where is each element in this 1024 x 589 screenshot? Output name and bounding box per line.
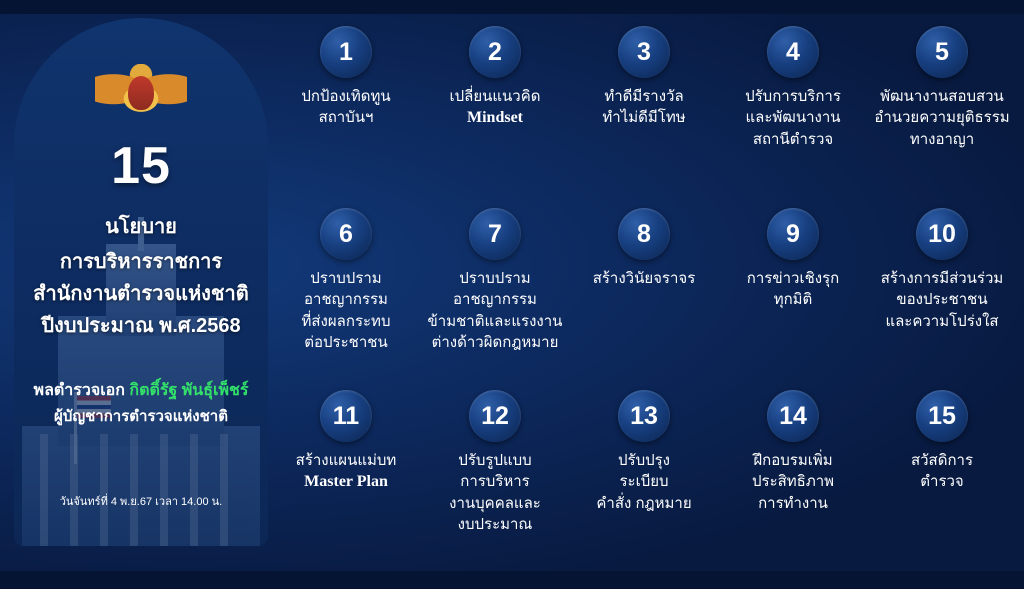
policy-label-line: ที่ส่งผลกระทบ bbox=[301, 312, 391, 330]
policy-label-line: การบริหาร bbox=[460, 473, 530, 491]
policy-label-line: ฝึกอบรมเพิ่ม bbox=[753, 452, 833, 469]
policy-number-badge: 15 bbox=[916, 390, 968, 442]
policy-number-badge: 12 bbox=[469, 390, 521, 442]
policy-label bbox=[868, 86, 1016, 150]
policy-label bbox=[868, 450, 1016, 493]
policy-label-line: ต่อประชาชน bbox=[304, 333, 388, 351]
policy-label-line: เปลี่ยนแนวคิด bbox=[449, 88, 541, 105]
policy-number-badge: 11 bbox=[320, 390, 372, 442]
policy-label-line: สถานีตำรวจ bbox=[752, 130, 834, 148]
title-panel bbox=[14, 18, 268, 546]
policy-label-line: การข่าวเชิงรุก bbox=[746, 270, 840, 287]
policy-item-14 bbox=[719, 390, 867, 514]
commissioner-person: กิตติ์รัฐ พันธุ์เพ็ชร์ bbox=[129, 382, 249, 399]
policy-item-1 bbox=[272, 26, 420, 129]
policy-label-line: พัฒนางานสอบสวน bbox=[880, 88, 1004, 105]
policy-number-badge: 9 bbox=[767, 208, 819, 260]
policy-label bbox=[868, 268, 1016, 332]
policy-number-badge: 10 bbox=[916, 208, 968, 260]
panel-line-1: นโยบาย bbox=[105, 216, 177, 238]
policy-label-line: ปรับการบริการ bbox=[745, 88, 841, 105]
policy-number-badge: 13 bbox=[618, 390, 670, 442]
panel-line-3: สำนักงานตำรวจแห่งชาติ bbox=[33, 283, 249, 305]
policy-label-line: งานบุคคลและ bbox=[449, 494, 541, 512]
policy-label-line: สร้างการมีส่วนร่วม bbox=[880, 270, 1004, 287]
policy-label-line: ปรับรูปแบบ bbox=[458, 452, 532, 469]
policy-item-9 bbox=[719, 208, 867, 311]
policy-label-line: คำสั่ง กฎหมาย bbox=[596, 494, 692, 512]
policy-label-line: และพัฒนางาน bbox=[745, 109, 841, 127]
policy-label-line: ระเบียบ bbox=[619, 473, 669, 491]
policy-label-line: อาชญากรรม bbox=[304, 291, 388, 309]
policy-label-line: ปกป้องเทิดทูน bbox=[301, 88, 391, 105]
policy-label-line: สวัสดิการ bbox=[910, 452, 974, 469]
commissioner-name bbox=[14, 378, 268, 403]
policy-number-badge: 1 bbox=[320, 26, 372, 78]
policy-label-line: ทำดีมีรางวัล bbox=[604, 88, 684, 105]
policy-number-badge: 6 bbox=[320, 208, 372, 260]
garuda-emblem-icon bbox=[95, 64, 187, 128]
policy-number-badge: 4 bbox=[767, 26, 819, 78]
policy-label-line: อำนวยความยุติธรรม bbox=[874, 109, 1010, 127]
policy-number-badge: 3 bbox=[618, 26, 670, 78]
announcement-date: วันจันทร์ที่ 4 พ.ย.67 เวลา 14.00 น. bbox=[59, 496, 223, 508]
policy-label-line: ปราบปราม bbox=[459, 270, 531, 287]
policy-label bbox=[570, 86, 718, 129]
policy-label-line: สร้างแผนแม่บท bbox=[295, 452, 397, 469]
policy-item-13 bbox=[570, 390, 718, 514]
policy-label-line: และความโปร่งใส bbox=[885, 312, 999, 330]
policy-label bbox=[570, 268, 718, 289]
policy-label-line: ประสิทธิภาพ bbox=[751, 473, 835, 491]
policy-label-line: ของประชาชน bbox=[896, 291, 988, 309]
policy-label bbox=[570, 450, 718, 514]
policy-label bbox=[272, 86, 420, 129]
panel-line-4: ปีงบประมาณ พ.ศ.2568 bbox=[41, 315, 241, 337]
policy-number-badge: 14 bbox=[767, 390, 819, 442]
policy-label-line: สร้างวินัยจราจร bbox=[592, 270, 696, 287]
policy-number-badge: 5 bbox=[916, 26, 968, 78]
policy-label-line: งบประมาณ bbox=[457, 515, 533, 533]
policy-item-4 bbox=[719, 26, 867, 150]
policy-label bbox=[272, 268, 420, 353]
policy-label-line: ตำรวจ bbox=[920, 473, 964, 491]
policy-number-badge: 7 bbox=[469, 208, 521, 260]
policy-label bbox=[719, 450, 867, 514]
policy-label-line: ทำไม่ดีมีโทษ bbox=[602, 109, 686, 127]
policy-label bbox=[272, 450, 420, 494]
policy-label-line: อาชญากรรม bbox=[453, 291, 537, 309]
policy-label bbox=[719, 268, 867, 311]
policy-item-7 bbox=[421, 208, 569, 353]
policy-item-12 bbox=[421, 390, 569, 535]
policy-item-3 bbox=[570, 26, 718, 129]
policy-count: 15 bbox=[111, 137, 171, 195]
policy-item-8 bbox=[570, 208, 718, 289]
policy-label bbox=[421, 268, 569, 353]
policy-label-line: ข้ามชาติและแรงงาน bbox=[427, 312, 563, 330]
policy-label-line: สถาบันฯ bbox=[318, 109, 374, 127]
policy-label-line: ปรับปรุง bbox=[617, 452, 670, 469]
commissioner-role: ผู้บัญชาการตำรวจแห่งชาติ bbox=[54, 408, 228, 425]
policy-label-line: Mindset bbox=[467, 109, 523, 127]
policy-item-5 bbox=[868, 26, 1016, 150]
policy-label-line: การทำงาน bbox=[758, 494, 828, 512]
commissioner-rank: พลตำรวจเอก bbox=[33, 382, 130, 399]
policy-label bbox=[421, 450, 569, 535]
panel-line-2: การบริหารราชการ bbox=[59, 251, 223, 273]
policy-label-line: ทางอาญา bbox=[909, 130, 975, 148]
policy-label-line: ทุกมิติ bbox=[773, 291, 813, 309]
policy-item-11 bbox=[272, 390, 420, 494]
bottom-band bbox=[0, 571, 1024, 589]
policy-label bbox=[421, 86, 569, 130]
policy-label-line: ต่างด้าวผิดกฎหมาย bbox=[431, 333, 559, 351]
policy-item-6 bbox=[272, 208, 420, 353]
policy-grid bbox=[272, 18, 1016, 568]
policy-number-badge: 2 bbox=[469, 26, 521, 78]
policy-label-line: Master Plan bbox=[304, 473, 388, 491]
policy-number-badge: 8 bbox=[618, 208, 670, 260]
top-band bbox=[0, 0, 1024, 14]
policy-label bbox=[719, 86, 867, 150]
policy-item-2 bbox=[421, 26, 569, 130]
policy-item-10 bbox=[868, 208, 1016, 332]
policy-label-line: ปราบปราม bbox=[310, 270, 382, 287]
policy-item-15 bbox=[868, 390, 1016, 493]
